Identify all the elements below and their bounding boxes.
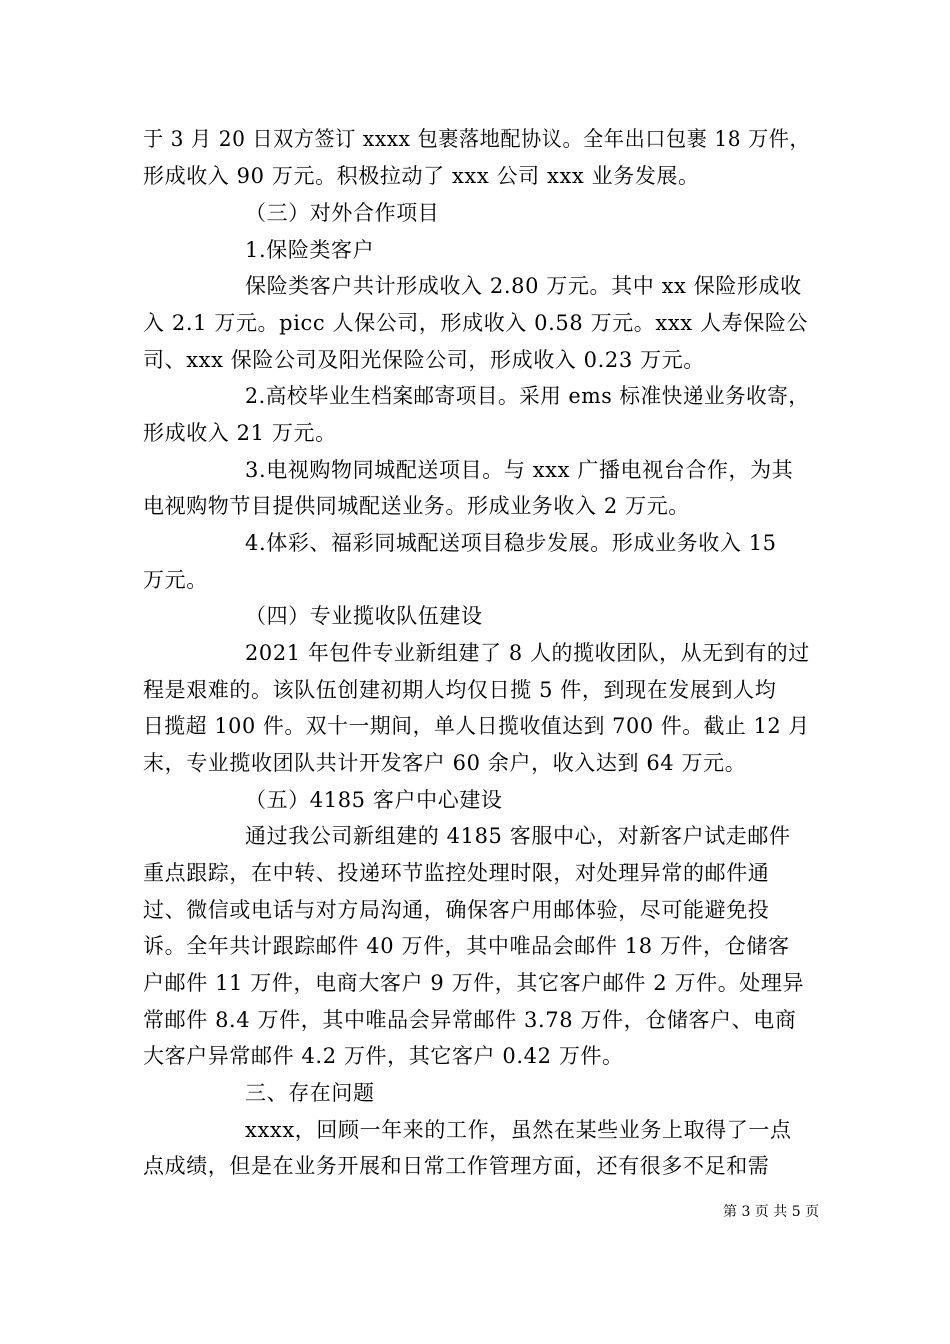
subsection-heading: 1.保险类客户 (245, 238, 375, 262)
section-heading: （四）专业揽收队伍建设 (245, 604, 483, 628)
text-line: 通过我公司新组建的 4185 客服中心，对新客户试走邮件 (245, 824, 791, 848)
text-line: 电视购物节目提供同城配送业务。形成业务收入 2 万元。 (143, 494, 690, 518)
text-line: 于 3 月 20 日双方签订 xxxx 包裹落地配协议。全年出口包裹 18 万件， (143, 127, 811, 151)
text-line: 司、xxx 保险公司及阳光保险公司，形成收入 0.23 万元。 (143, 348, 705, 372)
text-line: 日揽超 100 件。双十一期间，单人日揽收值达到 700 件。截止 12 月 (143, 714, 810, 738)
text-line: 末，专业揽收团队共计开发客户 60 余户，收入达到 64 万元。 (143, 751, 747, 775)
text-line: 入 2.1 万元。picc 人保公司，形成收入 0.58 万元。xxx 人寿保险公 (143, 311, 809, 335)
text-line: 3.电视购物同城配送项目。与 xxx 广播电视台合作，为其 (245, 458, 794, 482)
text-line: 形成收入 21 万元。 (143, 421, 337, 445)
text-line: 保险类客户共计形成收入 2.80 万元。其中 xx 保险形成收 (245, 274, 802, 298)
text-line: 户邮件 11 万件，电商大客户 9 万件，其它客户邮件 2 万件。处理异 (143, 971, 805, 995)
text-line: 大客户异常邮件 4.2 万件，其它客户 0.42 万件。 (143, 1044, 624, 1068)
page-number-footer: 第 3 页 共 5 页 (723, 1204, 820, 1220)
section-heading: （三）对外合作项目 (245, 201, 440, 225)
text-line: 过、微信或电话与对方局沟通，确保客户用邮体验，尽可能避免投 (143, 898, 770, 922)
text-line: 点成绩，但是在业务开展和日常工作管理方面，还有很多不足和需 (143, 1154, 770, 1178)
text-line: 万元。 (143, 568, 208, 592)
section-heading: 三、存在问题 (245, 1081, 375, 1105)
section-heading: （五）4185 客户中心建设 (245, 788, 503, 812)
text-line: 2.高校毕业生档案邮寄项目。采用 ems 标准快递业务收寄， (245, 384, 810, 408)
text-line: 重点跟踪，在中转、投递环节监控处理时限，对处理异常的邮件通 (143, 861, 770, 885)
text-line: 程是艰难的。该队伍创建初期人均仅日揽 5 件，到现在发展到人均 (143, 678, 777, 702)
text-line: 2021 年包件专业新组建了 8 人的揽收团队，从无到有的过 (245, 641, 810, 665)
text-line: xxxx，回顾一年来的工作，虽然在某些业务上取得了一点 (245, 1118, 792, 1142)
text-line: 4.体彩、福彩同城配送项目稳步发展。形成业务收入 15 (245, 531, 777, 555)
text-line: 诉。全年共计跟踪邮件 40 万件，其中唯品会邮件 18 万件，仓储客 (143, 934, 790, 958)
text-line: 常邮件 8.4 万件，其中唯品会异常邮件 3.78 万件，仓储客户、电商 (143, 1008, 797, 1032)
text-line: 形成收入 90 万元。积极拉动了 xxx 公司 xxx 业务发展。 (143, 164, 700, 188)
